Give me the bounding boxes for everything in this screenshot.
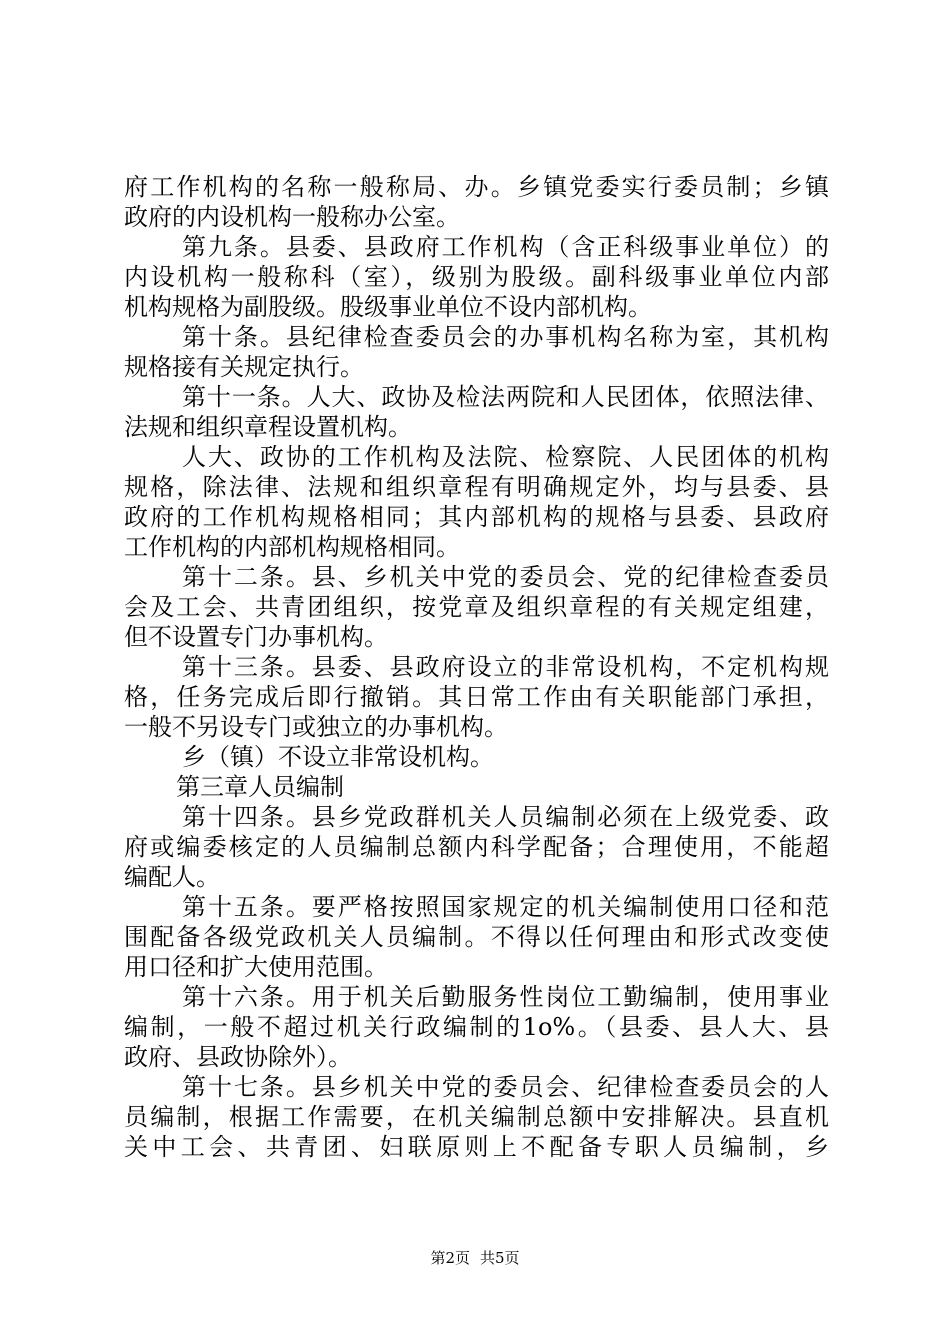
text-line: 机构规格为副股级。股级事业单位不设内部机构。 (124, 293, 652, 321)
text-line: 但不设置专门办事机构。 (124, 623, 388, 651)
text-line: 一般不另设专门或独立的办事机构。 (124, 713, 508, 741)
text-line: 格，任务完成后即行撤销。其日常工作由有关职能部门承担， (124, 683, 829, 711)
text-line: 规格，除法律、法规和组织章程有明确规定外，均与县委、县 (124, 473, 829, 501)
text-line: 第九条。县委、县政府工作机构（含正科级事业单位）的 (182, 233, 829, 261)
text-line: 第十三条。县委、县政府设立的非常设机构，不定机构规 (182, 653, 829, 681)
text-line: 政府、县政协除外）。 (124, 1043, 352, 1071)
text-line: 法规和组织章程设置机构。 (124, 413, 412, 441)
text-line: 第十七条。县乡机关中党的委员会、纪律检查委员会的人 (182, 1073, 829, 1101)
text-line: 府工作机构的名称一般称局、办。乡镇党委实行委员制；乡镇 (124, 173, 829, 201)
document-body (124, 172, 829, 1162)
text-line: 工作机构的内部机构规格相同。 (124, 533, 460, 561)
page-footer (0, 1248, 950, 1268)
text-line: 第十条。县纪律检查委员会的办事机构名称为室，其机构 (182, 323, 829, 351)
text-line: 第十一条。人大、政协及检法两院和人民团体，依照法律、 (182, 383, 829, 411)
text-line: 编配人。 (124, 863, 220, 891)
text-line: 围配备各级党政机关人员编制。不得以任何理由和形式改变使 (124, 923, 829, 951)
text-line: 人大、政协的工作机构及法院、检察院、人民团体的机构 (182, 443, 829, 471)
text-line: 会及工会、共青团组织，按党章及组织章程的有关规定组建， (124, 593, 829, 621)
text-line: 府或编委核定的人员编制总额内科学配备；合理使用，不能超 (124, 833, 829, 861)
page-number: 第2页 (430, 1249, 470, 1267)
text-line: 政府的内设机构一般称办公室。 (124, 203, 460, 231)
text-line: 内设机构一般称科（室），级别为股级。副科级事业单位内部 (124, 263, 829, 291)
text-line: 第十四条。县乡党政群机关人员编制必须在上级党委、政 (182, 803, 829, 831)
text-line: 政府的工作机构规格相同；其内部机构的规格与县委、县政府 (124, 503, 829, 531)
text-line: 关中工会、共青团、妇联原则上不配备专职人员编制，乡 (124, 1133, 829, 1161)
text-line: 乡（镇）不设立非常设机构。 (182, 743, 494, 771)
text-line: 规格接有关规定执行。 (124, 353, 364, 381)
text-line: 第十五条。要严格按照国家规定的机关编制使用口径和范 (182, 893, 829, 921)
text-line: 第十二条。县、乡机关中党的委员会、党的纪律检查委员 (182, 563, 829, 591)
text-line: 第十六条。用于机关后勤服务性岗位工勤编制，使用事业 (182, 983, 829, 1011)
text-line: 编制，一般不超过机关行政编制的1o%。（县委、县人大、县 (124, 1013, 829, 1041)
chapter-heading: 第三章人员编制 (176, 773, 344, 801)
page-total: 共5页 (480, 1249, 520, 1267)
text-line: 用口径和扩大使用范围。 (124, 953, 388, 981)
text-line: 员编制，根据工作需要，在机关编制总额中安排解决。县直机 (124, 1103, 829, 1131)
